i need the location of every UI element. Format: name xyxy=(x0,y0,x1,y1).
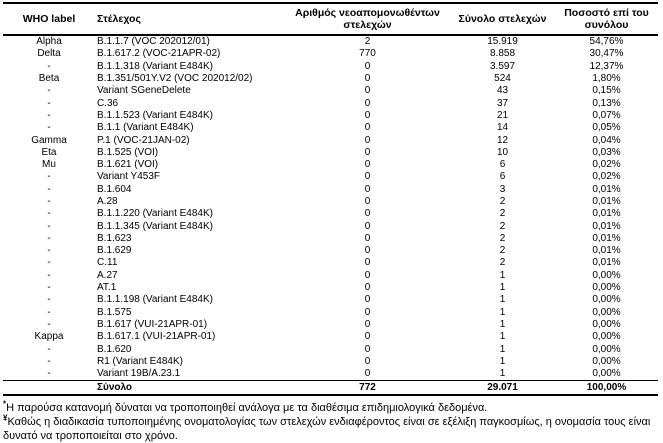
table-row xyxy=(3,48,658,60)
cell-strain: P.1 (VOC-21JAN-02) xyxy=(97,134,190,146)
header-total-strains: Σύνολο στελεχών xyxy=(450,3,555,35)
cell-who-label: - xyxy=(47,122,51,134)
cell-who-label: - xyxy=(47,306,51,318)
cell-new-isolates: 0 xyxy=(364,146,371,158)
cell-who-label: - xyxy=(47,355,51,367)
cell-new-isolates: 0 xyxy=(364,232,371,244)
cell-who-label: - xyxy=(47,171,51,183)
cell-new-isolates: 0 xyxy=(364,355,371,367)
cell-strain: B.1.1.7 (VOC 202012/01) xyxy=(97,36,210,48)
cell-total-strains: 1 xyxy=(499,306,506,318)
table-header xyxy=(3,3,658,35)
cell-who-label: Gamma xyxy=(31,134,67,146)
cell-percentage: 0,00% xyxy=(592,269,621,281)
cell-percentage: 30,47% xyxy=(589,48,624,60)
cell-new-isolates: 0 xyxy=(364,134,371,146)
cell-total-strains: 43 xyxy=(496,85,509,97)
cell-new-isolates: 0 xyxy=(364,159,371,171)
cell-strain: B.1.351/501Y.V2 (VOC 202012/02) xyxy=(97,73,253,85)
cell-percentage: 0,02% xyxy=(592,159,621,171)
cell-total-strains: 37 xyxy=(496,97,509,109)
cell-who-label: - xyxy=(47,368,51,380)
cell-new-isolates: 0 xyxy=(364,257,371,269)
cell-total-strains: 2 xyxy=(499,257,506,269)
cell-percentage: 0,01% xyxy=(592,220,621,232)
cell-percentage: 0,01% xyxy=(592,257,621,269)
cell-new-isolates: 0 xyxy=(364,171,371,183)
cell-percentage: 0,00% xyxy=(592,294,621,306)
cell-total-strains: 2 xyxy=(499,208,506,220)
table-row xyxy=(3,147,658,159)
cell-who-label: - xyxy=(47,282,51,294)
cell-total-strains: 2 xyxy=(499,245,506,257)
header-who-label: WHO label xyxy=(3,3,95,35)
cell-who-label: - xyxy=(47,220,51,232)
header-strain: Στέλεχος xyxy=(95,3,285,35)
table-row xyxy=(3,233,658,245)
cell-strain: B.1.617.1 (VUI-21APR-01) xyxy=(97,331,216,343)
cell-new-isolates: 0 xyxy=(364,318,371,330)
cell-who-label: - xyxy=(47,269,51,281)
cell-strain: Variant 19B/A.23.1 xyxy=(97,368,181,380)
table-row xyxy=(3,61,658,73)
cell-percentage: 0,00% xyxy=(592,331,621,343)
cell-total-strains: 14 xyxy=(496,122,509,134)
cell-strain: B.1.1.220 (Variant E484K) xyxy=(97,208,213,220)
cell-strain: C.11 xyxy=(97,257,118,269)
cell-strain: Variant SGeneDelete xyxy=(97,85,191,97)
table-row xyxy=(3,110,658,122)
cell-new-isolates: 0 xyxy=(364,195,371,207)
cell-who-label: - xyxy=(47,195,51,207)
footnote-2-text: Καθώς η διαδικασία τυποποιημένης ονοματολογίας των στελεχών ενδιαφέροντος είναι σε εξέλιξη παγκοσμίως, η ονομασία τους είναι δυνατό να τροποποιείται στο χρόνο. xyxy=(3,416,651,443)
cell-percentage: 0,04% xyxy=(592,134,621,146)
table-row xyxy=(3,282,658,294)
cell-new-isolates: 0 xyxy=(364,269,371,281)
cell-strain: R1 (Variant E484K) xyxy=(97,355,183,367)
cell-strain: B.1.1 (Variant E484K) xyxy=(97,122,194,134)
cell-total-strains: 524 xyxy=(494,73,511,85)
cell-percentage: 0,01% xyxy=(592,183,621,195)
cell-new-isolates: 0 xyxy=(364,306,371,318)
cell-who-label: - xyxy=(47,257,51,269)
table-row xyxy=(3,257,658,269)
table-row xyxy=(3,35,658,48)
total-label: Σύνολο xyxy=(95,381,285,396)
table-row xyxy=(3,73,658,85)
cell-percentage: 0,05% xyxy=(592,122,621,134)
cell-who-label: - xyxy=(47,232,51,244)
table-row xyxy=(3,245,658,257)
cell-new-isolates: 0 xyxy=(364,85,371,97)
cell-percentage: 0,01% xyxy=(592,208,621,220)
cell-total-strains: 15.919 xyxy=(487,36,518,48)
footnotes xyxy=(3,401,658,443)
footnote-1-text: Η παρούσα κατανομή δύναται να τροποποιηθεί ανάλογα με τα διαθέσιμα επιδημιολογικά δεδομένα. xyxy=(6,402,488,415)
cell-new-isolates: 0 xyxy=(364,220,371,232)
cell-percentage: 0,00% xyxy=(592,355,621,367)
cell-total-strains: 1 xyxy=(499,294,506,306)
cell-total-strains: 1 xyxy=(499,269,506,281)
cell-total-strains: 1 xyxy=(499,355,506,367)
cell-strain: A.28 xyxy=(97,195,118,207)
cell-total-strains: 21 xyxy=(496,109,509,121)
cell-strain: B.1.575 xyxy=(97,306,132,318)
cell-who-label: Alpha xyxy=(36,36,62,48)
footnote-2 xyxy=(3,415,658,443)
cell-strain: AT.1 xyxy=(97,282,117,294)
cell-total-strains: 8.858 xyxy=(489,48,516,60)
cell-total-strains: 1 xyxy=(499,318,506,330)
header-row xyxy=(3,3,658,35)
table-row xyxy=(3,294,658,306)
cell-who-label: - xyxy=(47,343,51,355)
cell-who-label: - xyxy=(47,109,51,121)
cell-new-isolates: 2 xyxy=(364,36,371,48)
table-footer xyxy=(3,381,658,396)
cell-total-strains: 6 xyxy=(499,171,506,183)
cell-total-strains: 1 xyxy=(499,282,506,294)
cell-who-label: Beta xyxy=(38,73,60,85)
cell-who-label: - xyxy=(47,60,51,72)
cell-percentage: 12,37% xyxy=(589,60,624,72)
cell-total-strains: 1 xyxy=(499,368,506,380)
cell-strain: B.1.617 (VUI-21APR-01) xyxy=(97,318,208,330)
cell-percentage: 0,13% xyxy=(592,97,621,109)
cell-percentage: 0,00% xyxy=(592,306,621,318)
table-row xyxy=(3,135,658,147)
cell-strain: B.1.617.2 (VOC-21APR-02) xyxy=(97,48,221,60)
cell-who-label: - xyxy=(47,318,51,330)
header-new-isolates: Αριθμός νεοαπομονωθέντων στελεχών xyxy=(285,3,450,35)
footnote-2-marker: ¥ xyxy=(3,413,8,423)
cell-new-isolates: 0 xyxy=(364,343,371,355)
header-percentage: Ποσοστό επί του συνόλου xyxy=(555,3,658,35)
cell-who-label: - xyxy=(47,85,51,97)
cell-total-strains: 10 xyxy=(496,146,509,158)
cell-total-strains: 3 xyxy=(499,183,506,195)
cell-who-label: - xyxy=(47,183,51,195)
total-new-isolates: 772 xyxy=(285,381,450,396)
cell-strain: A.27 xyxy=(97,269,118,281)
cell-percentage: 0,00% xyxy=(592,368,621,380)
cell-strain: B.1.620 xyxy=(97,343,132,355)
cell-percentage: 0,00% xyxy=(592,343,621,355)
cell-percentage: 1,80% xyxy=(592,73,621,85)
table-row xyxy=(3,85,658,97)
cell-total-strains: 12 xyxy=(496,134,509,146)
table-row xyxy=(3,208,658,220)
table-row xyxy=(3,98,658,110)
cell-who-label: - xyxy=(47,245,51,257)
table-row xyxy=(3,270,658,282)
cell-new-isolates: 0 xyxy=(364,97,371,109)
cell-who-label: Eta xyxy=(41,146,57,158)
table-row xyxy=(3,319,658,331)
cell-who-label: Delta xyxy=(37,48,61,60)
table-row xyxy=(3,196,658,208)
cell-new-isolates: 0 xyxy=(364,294,371,306)
cell-strain: B.1.1.523 (Variant E484K) xyxy=(97,109,213,121)
table-row xyxy=(3,368,658,381)
cell-new-isolates: 0 xyxy=(364,245,371,257)
cell-percentage: 0,00% xyxy=(592,282,621,294)
cell-strain: B.1.1.318 (Variant E484K) xyxy=(97,60,213,72)
cell-percentage: 0,07% xyxy=(592,109,621,121)
footnote-1 xyxy=(3,401,658,415)
cell-percentage: 0,02% xyxy=(592,171,621,183)
cell-new-isolates: 0 xyxy=(364,183,371,195)
cell-total-strains: 2 xyxy=(499,232,506,244)
cell-total-strains: 3.597 xyxy=(489,60,516,72)
cell-new-isolates: 0 xyxy=(364,331,371,343)
cell-new-isolates: 0 xyxy=(364,282,371,294)
cell-who-label: Kappa xyxy=(34,331,64,343)
cell-percentage: 54,76% xyxy=(589,36,624,48)
cell-strain: B.1.629 xyxy=(97,245,132,257)
cell-new-isolates: 0 xyxy=(364,122,371,134)
table-row xyxy=(3,184,658,196)
cell-strain: B.1.621 (VOI) xyxy=(97,159,159,171)
cell-new-isolates: 0 xyxy=(364,60,371,72)
table-row xyxy=(3,159,658,171)
table-row xyxy=(3,122,658,134)
table-body xyxy=(3,35,658,381)
total-who-cell xyxy=(3,381,95,396)
cell-total-strains: 6 xyxy=(499,159,506,171)
cell-percentage: 0,00% xyxy=(592,318,621,330)
cell-strain: B.1.525 (VOI) xyxy=(97,146,159,158)
cell-percentage: 0,01% xyxy=(592,195,621,207)
cell-strain: B.1.1.198 (Variant E484K) xyxy=(97,294,213,306)
cell-who-label: Mu xyxy=(42,159,56,171)
cell-percentage: 0,03% xyxy=(592,146,621,158)
table-row xyxy=(3,356,658,368)
cell-who-label: - xyxy=(47,97,51,109)
cell-new-isolates: 0 xyxy=(364,208,371,220)
variants-table xyxy=(3,2,658,396)
table-row xyxy=(3,171,658,183)
cell-percentage: 0,01% xyxy=(592,232,621,244)
total-row xyxy=(3,381,658,396)
table-row xyxy=(3,221,658,233)
cell-strain: B.1.623 xyxy=(97,232,132,244)
cell-total-strains: 2 xyxy=(499,220,506,232)
cell-who-label: - xyxy=(47,208,51,220)
cell-total-strains: 1 xyxy=(499,331,506,343)
table-row xyxy=(3,307,658,319)
cell-strain: Variant Y453F xyxy=(97,171,161,183)
table-row xyxy=(3,331,658,343)
cell-percentage: 0,01% xyxy=(592,245,621,257)
table-row xyxy=(3,344,658,356)
cell-strain: C.36 xyxy=(97,97,119,109)
cell-percentage: 0,15% xyxy=(592,85,621,97)
total-strains: 29.071 xyxy=(450,381,555,396)
cell-strain: B.1.1.345 (Variant E484K) xyxy=(97,220,213,232)
footnote-1-marker: * xyxy=(3,399,7,409)
cell-new-isolates: 0 xyxy=(364,368,371,380)
cell-new-isolates: 0 xyxy=(364,109,371,121)
cell-total-strains: 2 xyxy=(499,195,506,207)
total-percentage: 100,00% xyxy=(555,381,658,396)
cell-strain: B.1.604 xyxy=(97,183,132,195)
cell-new-isolates: 770 xyxy=(359,48,376,60)
cell-new-isolates: 0 xyxy=(364,73,371,85)
cell-total-strains: 1 xyxy=(499,343,506,355)
cell-who-label: - xyxy=(47,294,51,306)
